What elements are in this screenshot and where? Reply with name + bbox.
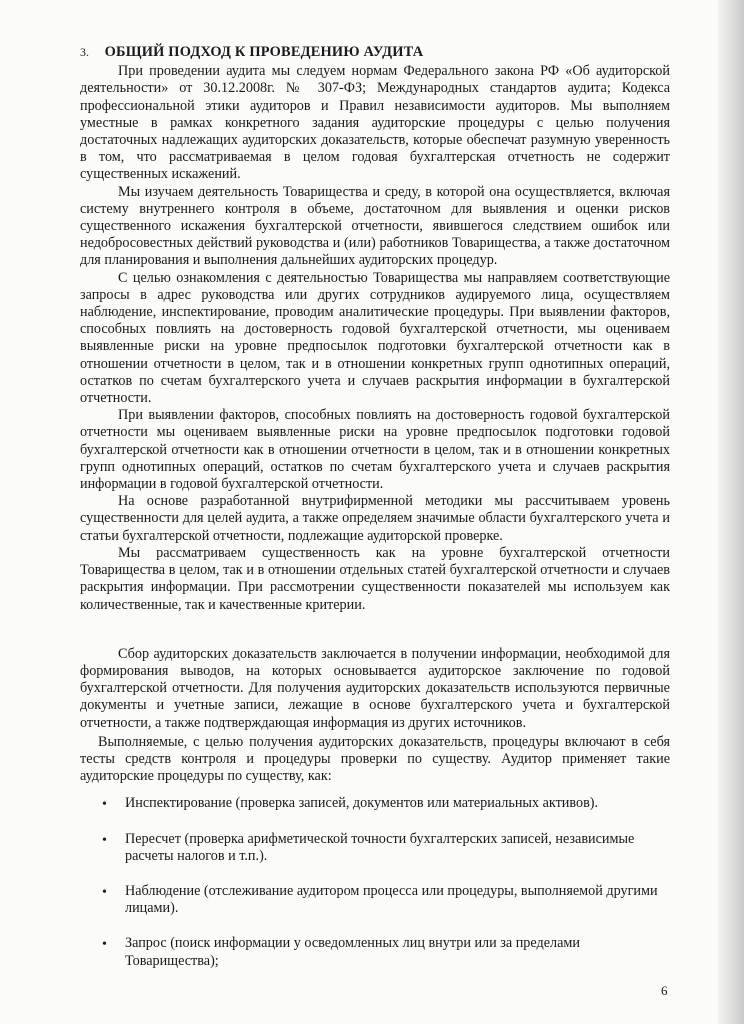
bullet-icon: • bbox=[102, 832, 107, 848]
paragraph-3: С целью ознакомления с деятельностью Товарищества мы направляем соответствующие запросы в адрес руководства или других сотрудников аудируемого лица, осуществляем наблюдение, инспектирование, проводим аналитические процедуры. При выявлении факторов, способных повлиять на достоверность годовой бухгалтерской отчетности, мы оцениваем выявленные риски на уровне предпосылок подготовки бухгалтерской отчетности как в отношении отчетности в целом, так и в отношении конкретных групп однотипных операций, остатков по счетам бухгалтерского учета и случаев раскрытия информации в бухгалтерской отчетности. bbox=[80, 269, 670, 407]
page-number: 6 bbox=[661, 983, 668, 998]
section-title: ОБЩИЙ ПОДХОД К ПРОВЕДЕНИЮ АУДИТА bbox=[104, 44, 424, 60]
list-item bbox=[80, 935, 670, 969]
list-item bbox=[80, 883, 670, 917]
procedures-list bbox=[80, 795, 670, 969]
paragraph-8: Выполняемые, с целью получения аудиторских доказательств, процедуры включают в себя тесты средств контроля и процедуры проверки по существу. Аудитор применяет такие аудиторские процедуры по существу, как: bbox=[80, 733, 670, 785]
section-heading bbox=[80, 44, 670, 61]
list-item bbox=[80, 831, 670, 865]
list-item-text: Запрос (поиск информации у осведомленных лиц внутри или за пределами Товарищества); bbox=[125, 935, 580, 969]
page-edge-shadow bbox=[718, 0, 744, 1024]
bullet-icon: • bbox=[102, 884, 107, 900]
paragraph-7: Сбор аудиторских доказательств заключается в получении информации, необходимой для формирования выводов, на которых основывается аудиторское заключение по годовой бухгалтерской отчетности. Для получения аудиторских доказательств используются первичные документы и учетные записи, лежащие в основе бухгалтерского учета и бухгалтерской отчетности, а также подтверждающая информация из других источников. bbox=[80, 645, 670, 731]
paragraph-1: При проведении аудита мы следуем нормам Федерального закона РФ «Об аудиторской деятельности» от 30.12.2008г. № 307-ФЗ; Международных стандартов аудита; Кодекса профессиональной этики аудиторов и Правил независимости аудиторов. Мы выполняем уместные в рамках конкретного задания аудиторские процедуры с целью получения достаточных надлежащих аудиторских доказательств, которые обеспечат разумную уверенность в том, что рассматриваемая в целом годовая бухгалтерская отчетность не содержит существенных искажений. bbox=[80, 63, 670, 183]
paragraph-6: Мы рассматриваем существенность как на уровне бухгалтерской отчетности Товарищества в целом, так и в отношении отдельных статей бухгалтерской отчетности и случаев раскрытия информации. При рассмотрении существенности показателей мы используем как количественные, так и качественные критерии. bbox=[80, 544, 670, 613]
paragraph-2: Мы изучаем деятельность Товарищества и среду, в которой она осуществляется, включая систему внутреннего контроля в объеме, достаточном для выявления и оценки рисков существенного искажения бухгалтерской отчетности, явившегося следствием ошибок или недобросовестных действий руководства и (или) работников Товарищества, а также достаточном для планирования и выполнения дальнейших аудиторских процедур. bbox=[80, 183, 670, 269]
list-item-text: Инспектирование (проверка записей, документов или материальных активов). bbox=[125, 795, 599, 812]
bullet-icon: • bbox=[102, 937, 107, 953]
list-item-text: Наблюдение (отслеживание аудитором процесса или процедуры, выполняемой другими лицами). bbox=[125, 882, 658, 917]
list-item bbox=[80, 795, 670, 812]
bullet-icon: • bbox=[102, 797, 107, 813]
paragraph-4: При выявлении факторов, способных повлиять на достоверность годовой бухгалтерской отчетности мы оцениваем выявленные риски на уровне предпосылок подготовки годовой бухгалтерской отчетности как в отношении отчетности в целом, так и в отношении конкретных групп однотипных операций, остатков по счетам бухгалтерского учета и случаев раскрытия информации в годовой бухгалтерской отчетности. bbox=[80, 407, 670, 493]
document-body bbox=[80, 44, 670, 988]
section-number: 3. bbox=[80, 45, 89, 59]
list-item-text: Пересчет (проверка арифметической точности бухгалтерских записей, независимые расчеты налогов и т.п.). bbox=[125, 830, 635, 864]
paragraph-5: На основе разработанной внутрифирменной методики мы рассчитываем уровень существенности для целей аудита, а также определяем значимые области бухгалтерского учета и статьи бухгалтерской отчетности, подлежащие аудиторской проверке. bbox=[80, 493, 670, 544]
